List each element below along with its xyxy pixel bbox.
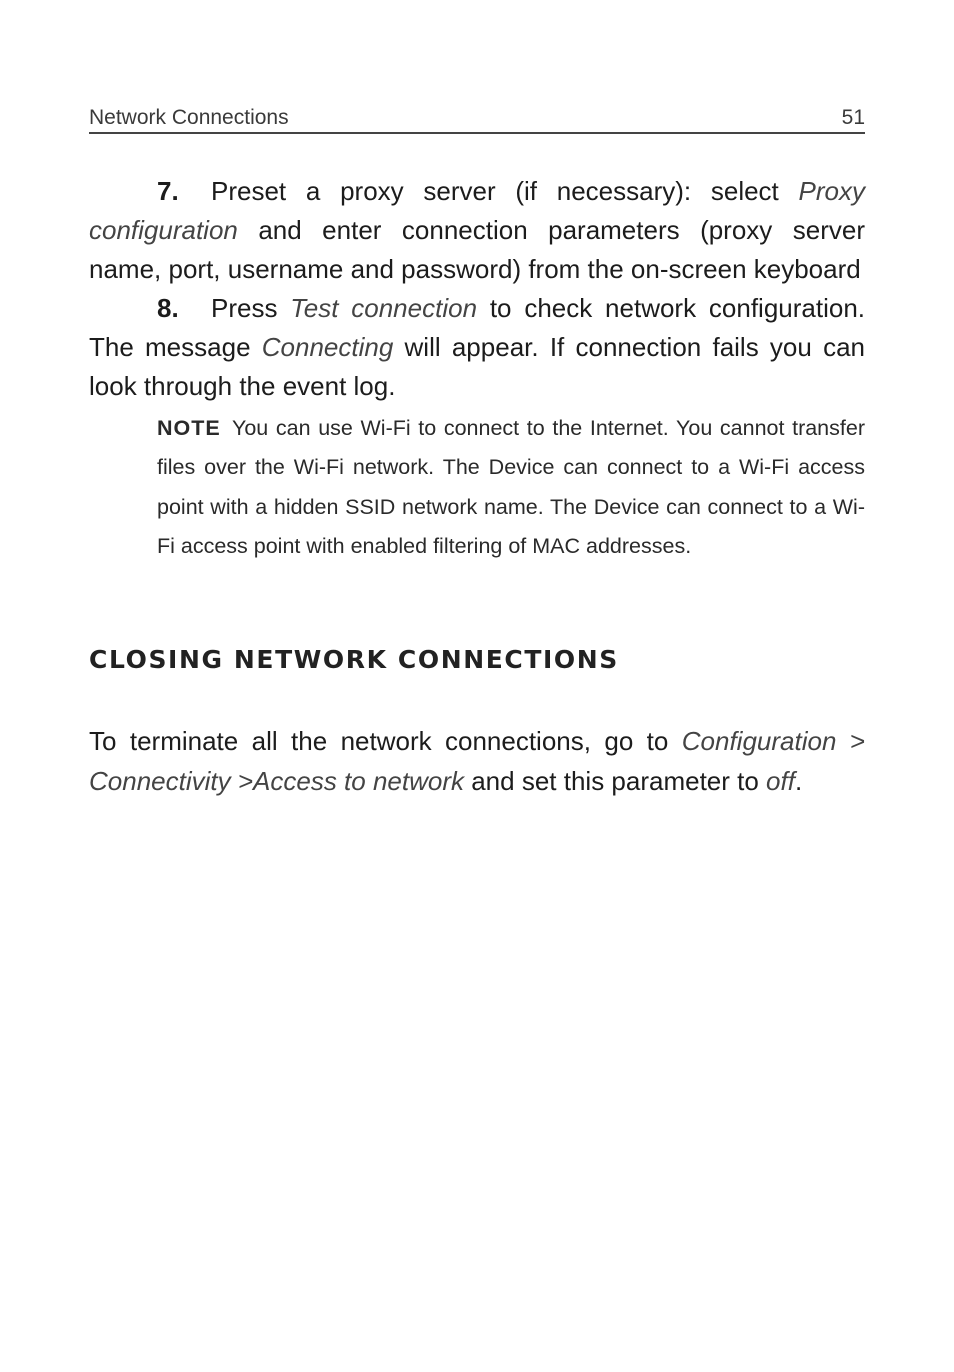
step-text: to check network configuration. The message [89,293,866,362]
note-label: NOTE [157,416,221,440]
closing-italic-value: off [766,766,795,796]
step-7 [89,172,865,289]
closing-text: and set this parameter to [464,766,767,796]
step-text: will appear. If connection fails you can look through the event log. [89,332,865,401]
closing-text: . [794,766,803,796]
note-block [157,409,865,566]
section-heading: CLOSING NETWORK CONNECTIONS [89,645,619,674]
closing-text: To terminate all the network connections, go to [89,726,682,756]
step-text: Preset a proxy server (if necessary): select [211,176,799,206]
closing-paragraph [89,721,865,801]
header-section-title: Network Connections [89,106,289,129]
closing-italic-path: Configuration > Connectivity >Access to network [89,726,865,796]
step-8 [89,289,865,406]
step-italic-term: Connecting [261,332,394,362]
page-header [89,104,865,134]
step-text: Press [211,293,291,323]
step-number: 7. [157,176,179,206]
step-italic-term: Test connection [290,293,478,323]
step-italic-term: Proxy configuration [89,176,865,245]
note-text: You can use Wi-Fi to connect to the Internet. You cannot transfer files over the Wi-Fi network. The Device can connect to a Wi-Fi access point with a hidden SSID network name. The Device can connect to a Wi-Fi access point with enabled filtering of MAC addresses. [157,416,865,558]
step-text: and enter connection parameters (proxy server name, port, username and password) from the on-screen keyboard [89,215,865,284]
steps-block [89,172,865,406]
step-number: 8. [157,293,179,323]
page-number: 51 [841,106,865,129]
